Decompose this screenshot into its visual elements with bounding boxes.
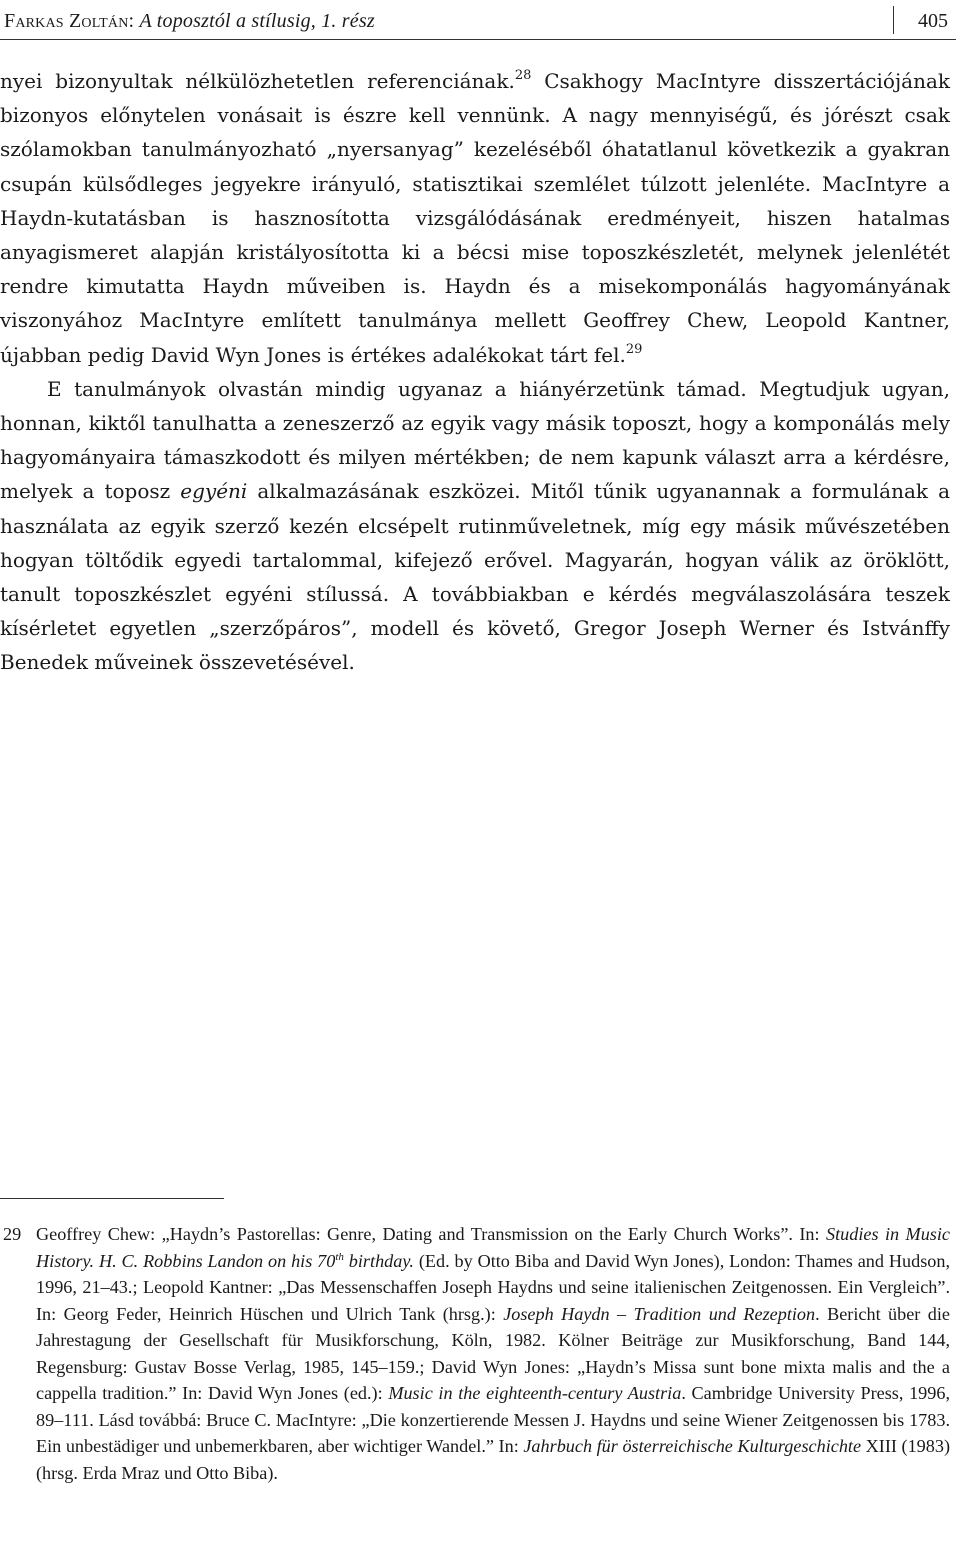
- footnote-ref-29[interactable]: 29: [625, 341, 643, 357]
- paragraph-2: [0, 372, 950, 680]
- header-title: A toposztól a stílusig, 1. rész: [139, 10, 375, 32]
- footnote-text: . Bericht über die Jahrestagung der Gesellschaft für Musikforschung, Köln, 1982. Kölner Beiträge zur Musikforschung, Band 144, Regensburg: Gustav Bosse Verlag, 1985, 145–159.; David Wyn Jones: „Haydn’s Missa sunt bone mixta malis and the a cappella tradition.” In: David Wyn Jones (ed.):: [36, 1303, 951, 1403]
- main-text: [0, 64, 950, 680]
- header-rule: [0, 39, 956, 40]
- footnote-italic-text: birthday.: [343, 1250, 414, 1271]
- footnote-29: [0, 1221, 950, 1486]
- header-vertical-rule: [893, 6, 894, 34]
- footnote-ordinal-sup: th: [335, 1250, 344, 1263]
- footnote-italic-title: Music in the eighteenth-century Austria: [388, 1383, 682, 1403]
- footnote-text: (Ed. by Otto Biba and David Wyn Jones), London: Thames and Hudson, 1996, 21–43.; Leopold Kantner: „Das Messenschaffen Joseph Haydns und seine italienischen Zeitgenossen. Ein Vergleich”. In: Georg Feder, Heinrich Hüschen und Ulrich Tank (hrsg.):: [36, 1250, 951, 1324]
- footnote-separator: [0, 1198, 224, 1199]
- paragraph-2-emphasis: egyéni: [180, 479, 248, 504]
- footnote-text: Geoffrey Chew: „Haydn’s Pastorellas: Genre, Dating and Transmission on the Early Church Works”. In:: [36, 1224, 826, 1244]
- footnote-ref-28[interactable]: 28: [514, 68, 532, 83]
- paragraph-2-text-b: alkalmazásának eszközei. Mitől tűnik ugyanannak a formulának a használata az egyik szerző kezén elcsépelt rutinműveletnek, míg egy másik művészetében hogyan töltődik egyedi tartalommal, kifejező erővel. Magyarán, hogyan válik az öröklött, tanult toposzkészlet egyéni stílussá. A továbbiakban e kérdés megválaszolására teszek kísérletet egyetlen „szerzőpáros”, modell és követő, Gregor Joseph Werner és Istvánffy Benedek műveinek összevetésével.: [0, 479, 951, 675]
- paragraph-1-text-b: Csakhogy MacIntyre disszertációjának bizonyos előnytelen vonásait is észre kell vennünk. A nagy mennyiségű, és jórészt csak szólamokban tanulmányozható „nyersanyag” kezeléséből óhatatlanul következik a gyakran csupán külsődleges jegyekre irányuló, statisztikai szemlélet túlzott jelenléte. MacIntyre a Haydn-kutatásban is hasznosította vizsgálódásának eredményeit, hiszen hatalmas anyagismeret alapján kristályosította ki a bécsi mise toposzkészletét, melynek jelenlétét rendre kimutatta Haydn műveiben is. Haydn és a misekomponálás hagyományának viszonyához MacIntyre említett tanulmánya mellett Geoffrey Chew, Leopold Kantner, újabban pedig David Wyn Jones is értékes adalékokat tárt fel.: [0, 69, 950, 367]
- footnote-number: 29: [3, 1224, 22, 1244]
- footnote-text: . Cambridge University Press, 1996, 89–111. Lásd továbbá: Bruce C. MacIntyre: „Die konzertierende Messen J. Haydns und seine Wiener Zeitgenossen bis 1783. Ein unbestädiger und unbemerkbaren, aber wichtiger Wandel.” In:: [36, 1383, 950, 1456]
- page-number: 405: [918, 10, 948, 32]
- paragraph-1-text-a: nyei bizonyultak nélkülözhetetlen referenciának.: [0, 69, 515, 93]
- footnote-italic-title: Joseph Haydn – Tradition und Rezeption: [503, 1303, 816, 1324]
- running-header: [0, 6, 960, 40]
- paragraph-1: [0, 64, 950, 372]
- footnote-italic-text: Studies in Music History. H. C. Robbins Landon on his 70: [36, 1224, 950, 1271]
- footnote-italic-title: Jahrbuch für österreichische Kulturgeschichte: [523, 1436, 862, 1456]
- paragraph-2-text-a: E tanulmányok olvastán mindig ugyanaz a hiányérzetünk támad. Megtudjuk ugyan, honnan, kiktől tanulhatta a zeneszerző az egyik vagy másik toposzt, hogy a komponálás mely hagyományaira támaszkodott és milyen mértékben; de nem kapunk választ arra a kérdésre, melyek a toposz: [0, 376, 950, 504]
- footnote-text: XIII (1983) (hrsg. Erda Mraz und Otto Biba).: [36, 1436, 951, 1483]
- footnotes: [0, 1221, 950, 1486]
- running-title: [4, 10, 375, 33]
- header-author: Farkas Zoltán:: [4, 10, 135, 32]
